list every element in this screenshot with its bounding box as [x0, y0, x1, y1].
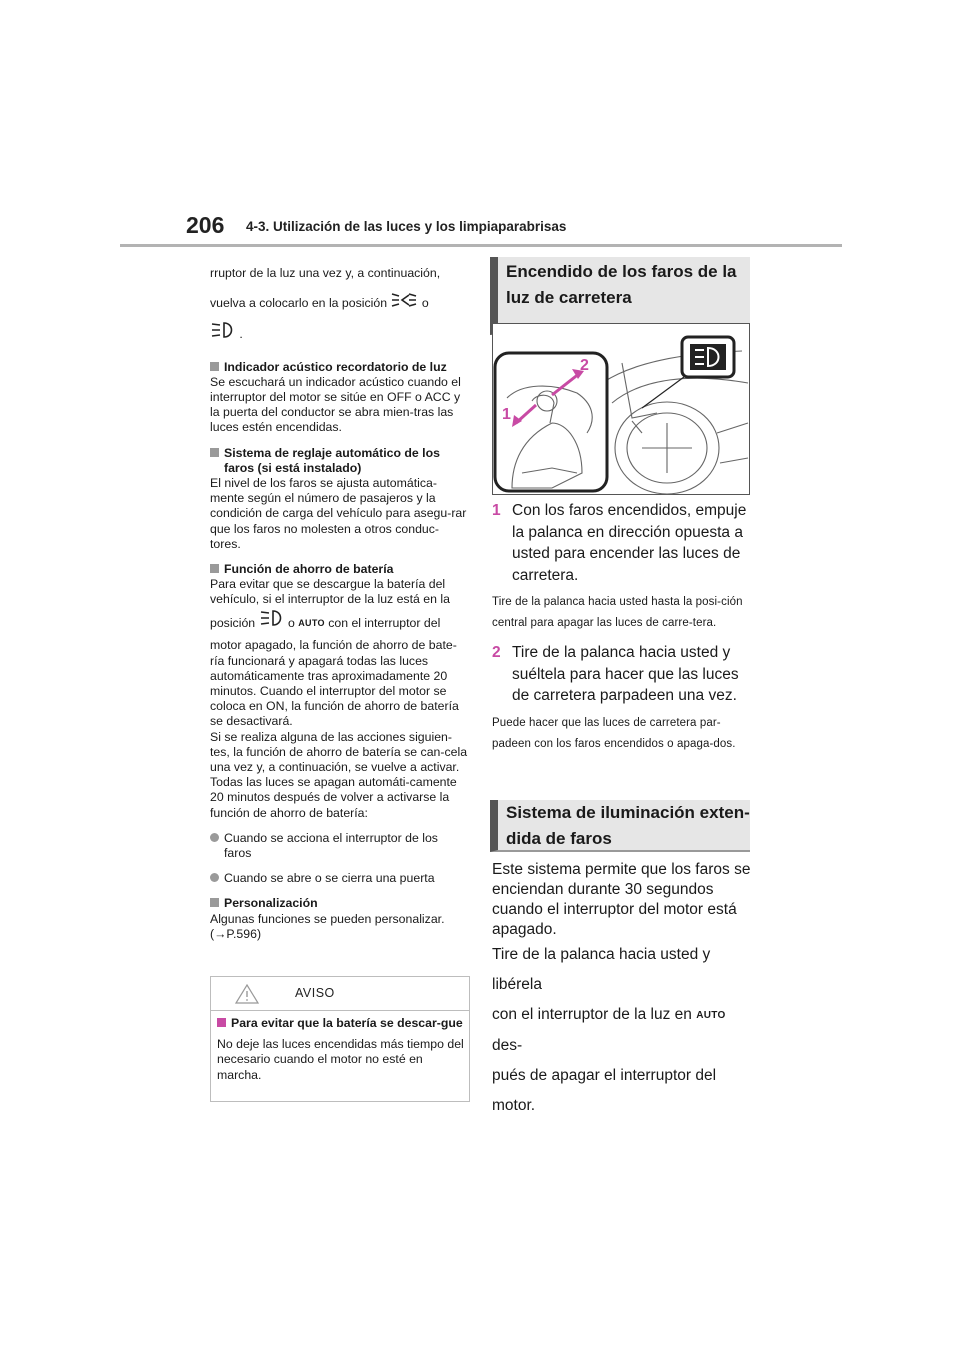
intro-line-2-post: o — [421, 296, 429, 310]
steering-lever-illustration — [492, 323, 750, 495]
warning-body — [217, 1016, 465, 1083]
note-1: Tire de la palanca hacia usted hasta la posi-ción central para apagar las luces de carre-tera. — [492, 596, 743, 629]
para-2-line-1: Tire de la palanca hacia usted y libérela — [492, 946, 711, 993]
s3-body-1: Para evitar que se descargue la batería del vehículo, si el interruptor de la luz está en la — [210, 577, 450, 607]
para-2-line-3: pués de apagar el interruptor del motor. — [492, 1067, 717, 1114]
header-rule — [120, 244, 842, 247]
heading-extended-lighting-text: Sistema de iluminación exten-dida de faros — [506, 803, 750, 848]
round-bullet-icon — [210, 873, 219, 882]
step-2-text: Tire de la palanca hacia usted y suéltela para hacer que las luces de carretera parpadeen una vez. — [512, 644, 739, 704]
heading-extended-lighting — [490, 800, 750, 852]
s1-title-text: Indicador acústico recordatorio de luz — [224, 359, 447, 374]
s2-body: El nivel de los faros se ajusta automática-mente según el número de pasajeros y la condición de carga del vehículo para asegu-rar que los faros no molesten a otros conduc-tores. — [210, 475, 467, 551]
step-2 — [492, 642, 756, 707]
s4-body: Algunas funciones se pueden personalizar. (→P.596) — [210, 911, 445, 941]
step-1-number: 1 — [492, 502, 501, 519]
warning-header — [211, 977, 469, 1011]
headlight-icon — [259, 608, 285, 638]
s3-body-2 — [210, 608, 468, 639]
warning-title-text: Para evitar que la batería se descar-gue — [231, 1016, 463, 1030]
section-title: 4-3. Utilización de las luces y los limpiaparabrisas — [246, 219, 567, 234]
s3-body-2-post: con el interruptor del — [328, 615, 441, 630]
square-bullet-icon — [210, 362, 219, 371]
s1-title — [210, 360, 468, 375]
intro-line-3-post: . — [239, 326, 243, 341]
s3-body-4: Si se realiza alguna de las acciones siguien-tes, la función de ahorro de batería se can-cela una vez y, a continuación, se vuelve a activar. Todas las luces se apagan automáti-camente 20 minutos después de volver a activarse la función de ahorro de batería: — [210, 729, 468, 820]
steps — [492, 500, 756, 763]
warning-title — [217, 1016, 465, 1031]
intro-line-2 — [210, 288, 468, 319]
step-2-number: 2 — [492, 644, 501, 661]
note-2: Puede hacer que las luces de carretera par-padeen con los faros encendidos o apaga-dos. — [492, 716, 736, 750]
warning-label: AVISO — [295, 986, 335, 1000]
headlight-icon — [210, 320, 236, 350]
figure-label-1: 1 — [502, 406, 511, 423]
auto-icon: AUTO — [696, 1010, 726, 1021]
square-bullet-icon — [210, 898, 219, 907]
s3-title — [210, 562, 468, 577]
intro-line-2-pre: vuelva a colocarlo en la posición — [210, 296, 388, 310]
intro-line-3 — [210, 319, 468, 350]
bullet-2 — [210, 871, 468, 886]
para-2-line-2-pre: con el interruptor de la luz en — [492, 1006, 692, 1023]
heading-high-beam-text: Encendido de los faros de la luz de carretera — [506, 262, 737, 307]
s3-title-text: Función de ahorro de batería — [224, 561, 394, 576]
s3-body-3: motor apagado, la función de ahorro de bate-ría funcionará y apagará todas las luces automáticamente tras aproximadamente 20 minutos. Cuando el interruptor del motor se coloca en ON, la función de ahorro de batería se desactivará. — [210, 638, 459, 729]
s3-body-2-pre: posición — [210, 615, 256, 630]
s1-body: Se escuchará un indicador acústico cuando el interruptor del motor se sitúe en OFF o ACC y la puerta del conductor se abra mien-tras las luces estén encendidas. — [210, 374, 461, 435]
s2-title-text: Sistema de reglaje automático de los faros (si está instalado) — [224, 445, 440, 475]
s4-title-text: Personalización — [224, 896, 318, 911]
bullet-1-text: Cuando se acciona el interruptor de los faros — [224, 830, 438, 860]
s3-body-2-mid: o — [287, 615, 295, 630]
para-2-line-2 — [492, 1000, 756, 1061]
warning-triangle-icon — [235, 984, 259, 1009]
page-number: 206 — [186, 212, 225, 238]
square-bullet-icon — [210, 564, 219, 573]
square-bullet-icon — [217, 1018, 226, 1027]
step-1 — [492, 500, 756, 586]
s4-title — [210, 896, 468, 911]
bullet-2-text: Cuando se abre o se cierra una puerta — [224, 871, 435, 886]
para-1: Este sistema permite que los faros se enciendan durante 30 segundos cuando el interruptor del motor está apagado. — [492, 861, 751, 938]
step-1-text: Con los faros encendidos, empuje la palanca en dirección opuesta a usted para encender las luces de carretera. — [512, 502, 747, 584]
side-lights-icon — [390, 289, 418, 319]
auto-icon: AUTO — [298, 617, 325, 628]
extended-lighting-text — [492, 860, 756, 1121]
round-bullet-icon — [210, 833, 219, 842]
para-2-line-2-post: des- — [492, 1037, 523, 1054]
left-column — [210, 258, 468, 942]
bullet-1 — [210, 831, 468, 861]
square-bullet-icon — [210, 448, 219, 457]
warning-box — [210, 976, 470, 1102]
s2-title — [210, 446, 468, 476]
warning-text: No deje las luces encendidas más tiempo del necesario cuando el motor no esté en marcha. — [217, 1037, 464, 1082]
figure-label-2: 2 — [580, 357, 589, 374]
intro-line-1: rruptor de la luz una vez y, a continuación, — [210, 266, 441, 280]
